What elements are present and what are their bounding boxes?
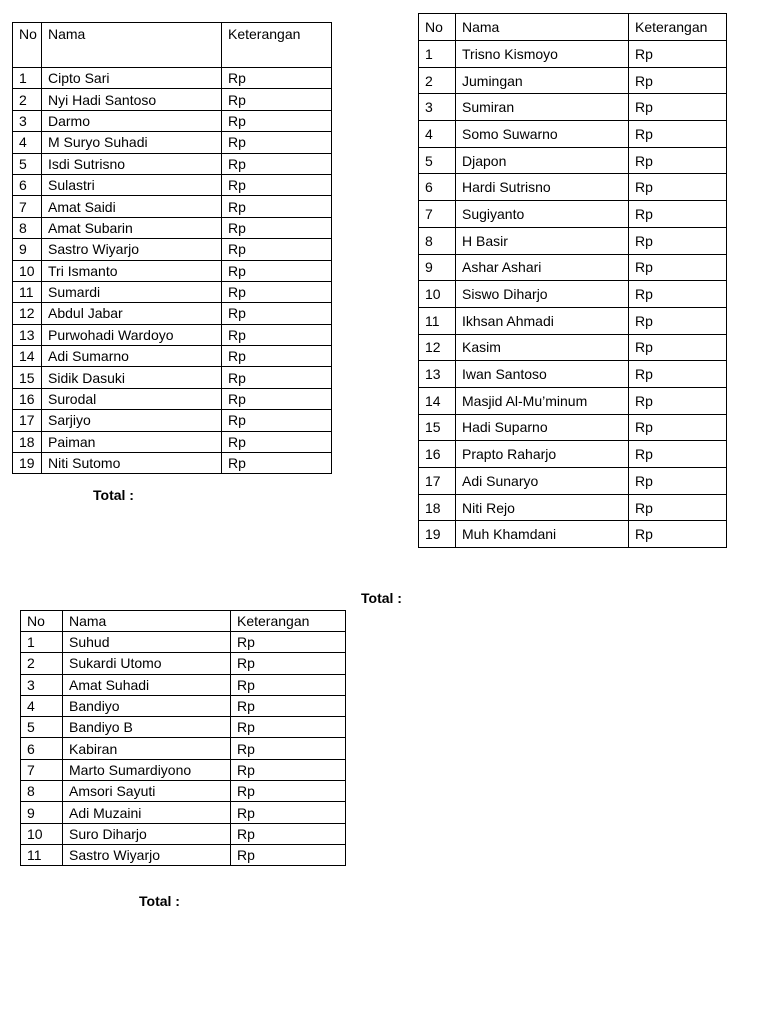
cell-keterangan: Rp <box>231 632 346 653</box>
table-row <box>13 324 332 345</box>
table-row <box>419 521 727 548</box>
cell-keterangan: Rp <box>222 324 332 345</box>
cell-nama: Adi Muzaini <box>63 802 231 823</box>
cell-nama: Niti Sutomo <box>42 453 222 474</box>
cell-no: 4 <box>21 695 63 716</box>
cell-no: 11 <box>419 307 456 334</box>
table-row <box>21 695 346 716</box>
cell-keterangan: Rp <box>222 303 332 324</box>
cell-keterangan: Rp <box>629 67 727 94</box>
cell-no: 1 <box>13 68 42 89</box>
table-row <box>419 201 727 228</box>
cell-nama: Amat Saidi <box>42 196 222 217</box>
table-row <box>13 89 332 110</box>
table-row <box>13 239 332 260</box>
table-row <box>419 468 727 495</box>
cell-no: 6 <box>419 174 456 201</box>
table-row <box>13 431 332 452</box>
table-row <box>419 334 727 361</box>
table-row <box>21 781 346 802</box>
header-nama: Nama <box>42 23 222 68</box>
table-row <box>13 367 332 388</box>
cell-no: 7 <box>419 201 456 228</box>
table-row <box>13 453 332 474</box>
cell-no: 14 <box>13 346 42 367</box>
cell-no: 18 <box>419 494 456 521</box>
cell-no: 16 <box>419 441 456 468</box>
header-nama: Nama <box>456 14 629 41</box>
cell-no: 9 <box>419 254 456 281</box>
cell-no: 6 <box>21 738 63 759</box>
cell-nama: Sugiyanto <box>456 201 629 228</box>
table-row <box>13 174 332 195</box>
cell-nama: Paiman <box>42 431 222 452</box>
cell-nama: Suro Diharjo <box>63 823 231 844</box>
cell-keterangan: Rp <box>222 281 332 302</box>
table-row <box>21 844 346 865</box>
cell-keterangan: Rp <box>222 217 332 238</box>
cell-keterangan: Rp <box>231 781 346 802</box>
cell-no: 2 <box>419 67 456 94</box>
header-no: No <box>21 611 63 632</box>
table-row <box>419 281 727 308</box>
cell-no: 7 <box>21 759 63 780</box>
cell-no: 5 <box>419 147 456 174</box>
cell-no: 11 <box>21 844 63 865</box>
cell-nama: Isdi Sutrisno <box>42 153 222 174</box>
cell-keterangan: Rp <box>222 196 332 217</box>
cell-no: 8 <box>13 217 42 238</box>
cell-nama: Sumiran <box>456 94 629 121</box>
cell-keterangan: Rp <box>231 802 346 823</box>
cell-keterangan: Rp <box>222 410 332 431</box>
cell-no: 9 <box>13 239 42 260</box>
cell-keterangan: Rp <box>629 121 727 148</box>
cell-keterangan: Rp <box>231 823 346 844</box>
cell-keterangan: Rp <box>231 695 346 716</box>
cell-no: 2 <box>13 89 42 110</box>
cell-nama: Hardi Sutrisno <box>456 174 629 201</box>
table-row <box>419 361 727 388</box>
cell-nama: Suhud <box>63 632 231 653</box>
cell-nama: Siswo Diharjo <box>456 281 629 308</box>
table-row <box>13 260 332 281</box>
cell-nama: Sarjiyo <box>42 410 222 431</box>
cell-no: 13 <box>13 324 42 345</box>
cell-nama: Sidik Dasuki <box>42 367 222 388</box>
cell-keterangan: Rp <box>629 254 727 281</box>
cell-nama: Trisno Kismoyo <box>456 41 629 68</box>
header-nama: Nama <box>63 611 231 632</box>
cell-no: 8 <box>419 227 456 254</box>
total-label-2: Total : <box>361 590 402 606</box>
cell-keterangan: Rp <box>629 147 727 174</box>
header-keterangan: Keterangan <box>629 14 727 41</box>
cell-nama: Sukardi Utomo <box>63 653 231 674</box>
cell-keterangan: Rp <box>629 494 727 521</box>
cell-keterangan: Rp <box>231 717 346 738</box>
cell-keterangan: Rp <box>222 431 332 452</box>
cell-nama: Surodal <box>42 388 222 409</box>
table-row <box>419 387 727 414</box>
cell-no: 8 <box>21 781 63 802</box>
table-row <box>419 254 727 281</box>
cell-keterangan: Rp <box>222 153 332 174</box>
cell-nama: Iwan Santoso <box>456 361 629 388</box>
table-3-body <box>21 611 346 866</box>
cell-keterangan: Rp <box>629 468 727 495</box>
cell-keterangan: Rp <box>629 441 727 468</box>
cell-no: 12 <box>13 303 42 324</box>
cell-nama: Masjid Al-Mu’minum <box>456 387 629 414</box>
cell-no: 12 <box>419 334 456 361</box>
cell-keterangan: Rp <box>629 387 727 414</box>
cell-nama: Ashar Ashari <box>456 254 629 281</box>
cell-keterangan: Rp <box>222 174 332 195</box>
cell-nama: Cipto Sari <box>42 68 222 89</box>
table-1 <box>12 22 332 474</box>
cell-no: 4 <box>419 121 456 148</box>
cell-nama: Ikhsan Ahmadi <box>456 307 629 334</box>
cell-keterangan: Rp <box>222 346 332 367</box>
table-row <box>21 802 346 823</box>
cell-no: 1 <box>21 632 63 653</box>
cell-nama: Sulastri <box>42 174 222 195</box>
cell-keterangan: Rp <box>222 68 332 89</box>
cell-no: 6 <box>13 174 42 195</box>
table-row <box>13 281 332 302</box>
cell-keterangan: Rp <box>231 653 346 674</box>
cell-keterangan: Rp <box>222 89 332 110</box>
cell-no: 15 <box>419 414 456 441</box>
cell-no: 5 <box>21 717 63 738</box>
cell-no: 11 <box>13 281 42 302</box>
table-row <box>21 717 346 738</box>
cell-nama: Adi Sunaryo <box>456 468 629 495</box>
cell-no: 5 <box>13 153 42 174</box>
cell-keterangan: Rp <box>629 414 727 441</box>
cell-no: 10 <box>21 823 63 844</box>
cell-nama: Tri Ismanto <box>42 260 222 281</box>
table-header-row <box>13 23 332 68</box>
cell-nama: M Suryo Suhadi <box>42 132 222 153</box>
cell-nama: Kabiran <box>63 738 231 759</box>
cell-no: 7 <box>13 196 42 217</box>
cell-nama: Adi Sumarno <box>42 346 222 367</box>
cell-no: 19 <box>419 521 456 548</box>
table-row <box>419 414 727 441</box>
table-row <box>419 121 727 148</box>
cell-keterangan: Rp <box>222 110 332 131</box>
cell-nama: Amsori Sayuti <box>63 781 231 802</box>
total-label-1: Total : <box>93 487 134 503</box>
cell-no: 16 <box>13 388 42 409</box>
cell-nama: Marto Sumardiyono <box>63 759 231 780</box>
cell-keterangan: Rp <box>629 94 727 121</box>
table-row <box>13 153 332 174</box>
cell-nama: H Basir <box>456 227 629 254</box>
table-row <box>21 738 346 759</box>
cell-no: 9 <box>21 802 63 823</box>
table-row <box>13 388 332 409</box>
cell-keterangan: Rp <box>629 334 727 361</box>
cell-keterangan: Rp <box>231 759 346 780</box>
table-row <box>21 674 346 695</box>
table-row <box>13 132 332 153</box>
cell-nama: Darmo <box>42 110 222 131</box>
cell-keterangan: Rp <box>629 41 727 68</box>
cell-no: 13 <box>419 361 456 388</box>
cell-no: 10 <box>419 281 456 308</box>
table-row <box>419 174 727 201</box>
table-2 <box>418 13 727 548</box>
table-row <box>13 303 332 324</box>
cell-nama: Niti Rejo <box>456 494 629 521</box>
cell-no: 3 <box>13 110 42 131</box>
cell-keterangan: Rp <box>629 201 727 228</box>
total-label-3: Total : <box>139 893 180 909</box>
table-row <box>13 110 332 131</box>
cell-no: 18 <box>13 431 42 452</box>
cell-keterangan: Rp <box>222 132 332 153</box>
cell-no: 14 <box>419 387 456 414</box>
cell-keterangan: Rp <box>629 361 727 388</box>
cell-keterangan: Rp <box>222 260 332 281</box>
cell-no: 3 <box>419 94 456 121</box>
table-row <box>419 307 727 334</box>
header-keterangan: Keterangan <box>231 611 346 632</box>
table-row <box>419 41 727 68</box>
table-row <box>21 653 346 674</box>
cell-keterangan: Rp <box>222 239 332 260</box>
header-no: No <box>13 23 42 68</box>
cell-keterangan: Rp <box>629 227 727 254</box>
header-keterangan: Keterangan <box>222 23 332 68</box>
table-row <box>13 68 332 89</box>
cell-nama: Amat Subarin <box>42 217 222 238</box>
table-row <box>419 147 727 174</box>
cell-nama: Sastro Wiyarjo <box>42 239 222 260</box>
cell-nama: Amat Suhadi <box>63 674 231 695</box>
cell-keterangan: Rp <box>222 367 332 388</box>
cell-keterangan: Rp <box>222 453 332 474</box>
table-row <box>21 632 346 653</box>
cell-nama: Prapto Raharjo <box>456 441 629 468</box>
table-row <box>13 217 332 238</box>
cell-keterangan: Rp <box>629 521 727 548</box>
cell-keterangan: Rp <box>231 844 346 865</box>
cell-nama: Jumingan <box>456 67 629 94</box>
cell-no: 10 <box>13 260 42 281</box>
header-no: No <box>419 14 456 41</box>
cell-nama: Sastro Wiyarjo <box>63 844 231 865</box>
cell-nama: Bandiyo B <box>63 717 231 738</box>
table-row <box>419 227 727 254</box>
cell-nama: Somo Suwarno <box>456 121 629 148</box>
cell-no: 17 <box>13 410 42 431</box>
cell-no: 15 <box>13 367 42 388</box>
cell-nama: Muh Khamdani <box>456 521 629 548</box>
cell-keterangan: Rp <box>231 674 346 695</box>
cell-no: 19 <box>13 453 42 474</box>
table-2-body <box>419 14 727 548</box>
cell-nama: Kasim <box>456 334 629 361</box>
table-header-row <box>21 611 346 632</box>
table-row <box>419 67 727 94</box>
cell-keterangan: Rp <box>629 281 727 308</box>
cell-no: 2 <box>21 653 63 674</box>
table-row <box>13 410 332 431</box>
table-row <box>21 823 346 844</box>
cell-no: 1 <box>419 41 456 68</box>
cell-nama: Djapon <box>456 147 629 174</box>
table-row <box>419 494 727 521</box>
cell-nama: Hadi Suparno <box>456 414 629 441</box>
cell-no: 4 <box>13 132 42 153</box>
cell-no: 3 <box>21 674 63 695</box>
table-row <box>13 346 332 367</box>
cell-nama: Purwohadi Wardoyo <box>42 324 222 345</box>
cell-keterangan: Rp <box>629 307 727 334</box>
table-row <box>419 441 727 468</box>
table-1-body <box>13 23 332 474</box>
cell-nama: Abdul Jabar <box>42 303 222 324</box>
table-row <box>419 94 727 121</box>
cell-keterangan: Rp <box>629 174 727 201</box>
cell-keterangan: Rp <box>231 738 346 759</box>
cell-nama: Nyi Hadi Santoso <box>42 89 222 110</box>
table-row <box>21 759 346 780</box>
cell-nama: Sumardi <box>42 281 222 302</box>
cell-keterangan: Rp <box>222 388 332 409</box>
cell-no: 17 <box>419 468 456 495</box>
table-header-row <box>419 14 727 41</box>
table-row <box>13 196 332 217</box>
table-3 <box>20 610 346 866</box>
cell-nama: Bandiyo <box>63 695 231 716</box>
